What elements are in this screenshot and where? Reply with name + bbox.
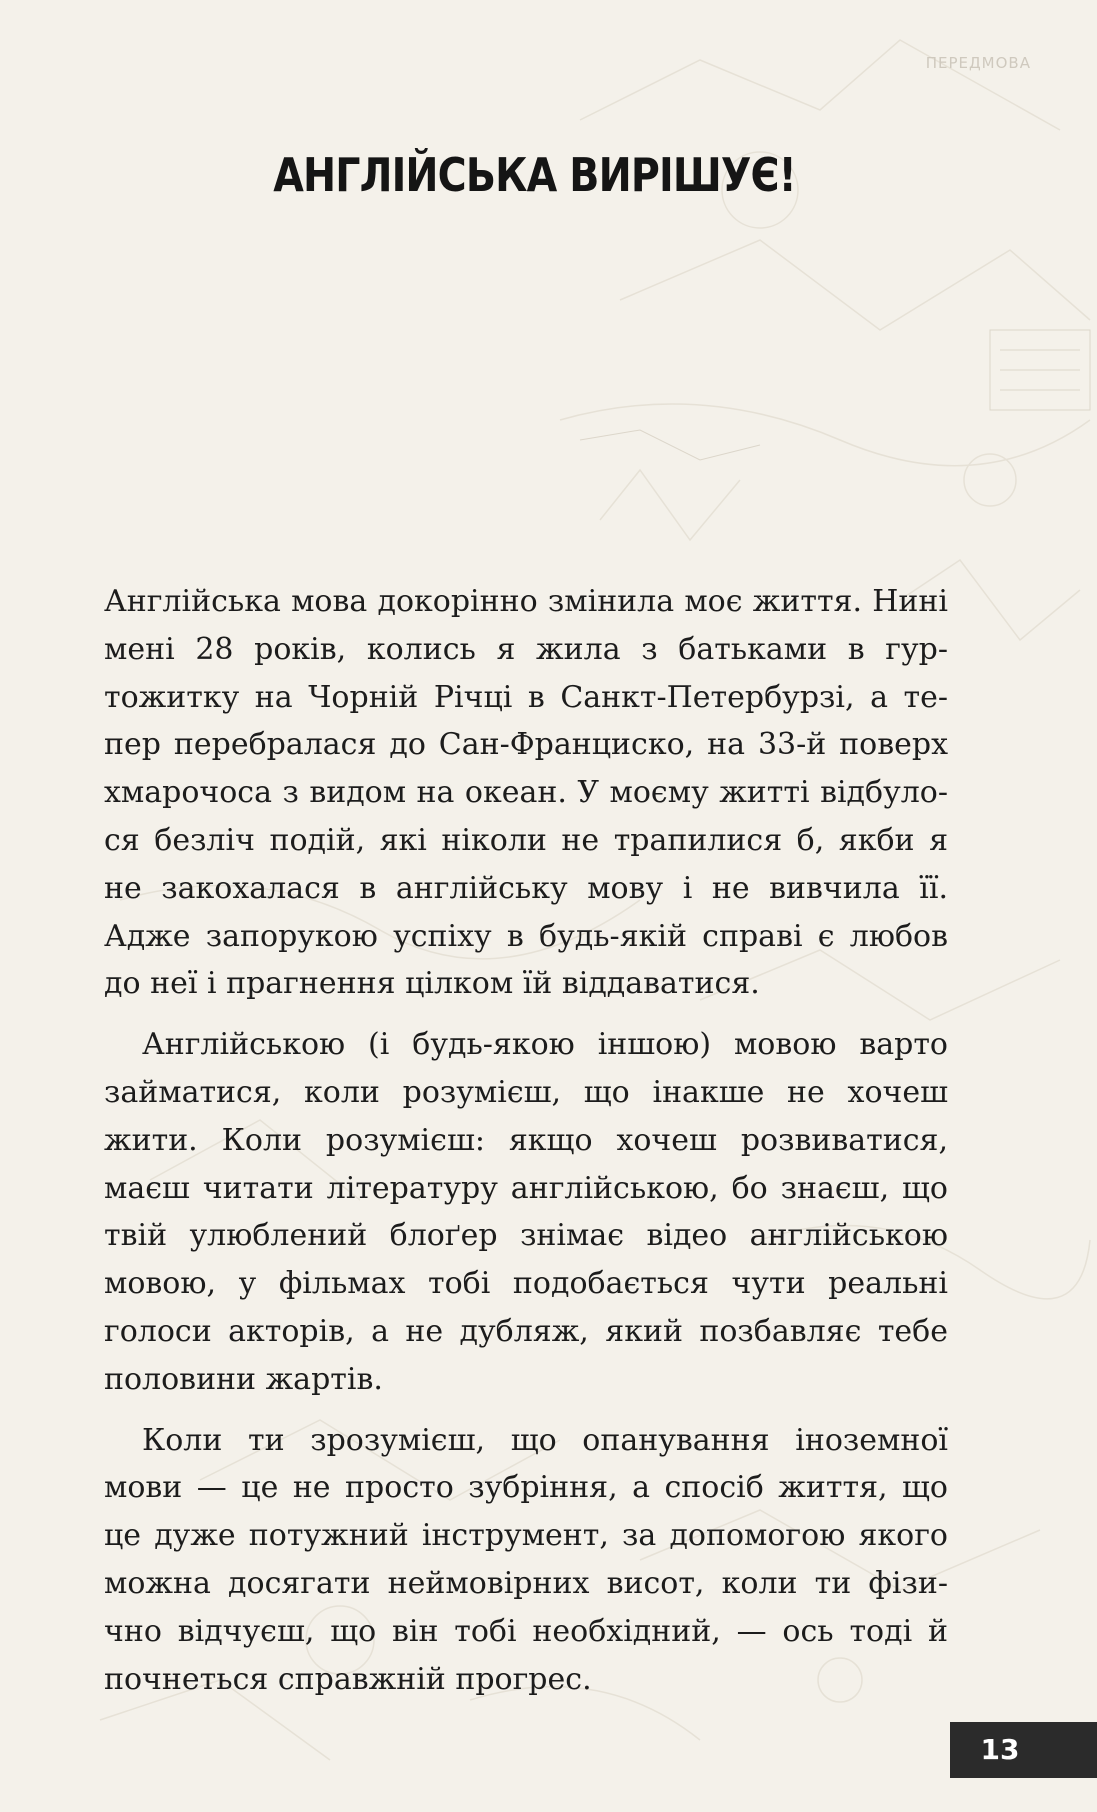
page-number: 13	[980, 1733, 1020, 1766]
text-body	[104, 578, 948, 1703]
paragraph-2: Англійською (і будь-якою іншою) мовою варто займатися, коли розумієш, що інакше не хочеш жити. Коли розумієш: якщо хочеш розвиватися, маєш читати літературу англійською, бо знаєш, що твій улюблений блоґер знімає відео англійською мовою, у фільмах тобі подобається чути реальні голоси акторів, а не дубляж, який позбавляє тебе половини жартів.	[104, 1027, 948, 1397]
page-number-tab	[950, 1722, 1097, 1778]
chapter-title: АНГЛІЙСЬКА ВИРІШУЄ!	[273, 148, 796, 202]
running-header: ПЕРЕДМОВА	[925, 54, 1031, 72]
paragraph-1: Англійська мова докорінно змінила моє життя. Нині мені 28 років, колись я жила з батьками в гуртожитку на Чорній Річці в Санкт-Петербурзі, а тепер перебралася до Сан-Франциско, на 33-й поверх хмарочоса з видом на океан. У моєму житті відбулося безліч подій, які ніколи не трапилися б, якби я не закохалася в англійську мову і не вивчила її. Адже запорукою успіху в будь-якій справі є любов до неї і прагнення цілком їй віддаватися.	[104, 584, 948, 1002]
paragraph-3: Коли ти зрозумієш, що опанування іноземної мови — це не просто зубріння, а спосіб життя, що це дуже потужний інструмент, за допомогою якого можна досягати неймовірних висот, коли ти фізично відчуєш, що він тобі необхідний, — ось тоді й почнеться справжній прогрес.	[104, 1422, 948, 1697]
